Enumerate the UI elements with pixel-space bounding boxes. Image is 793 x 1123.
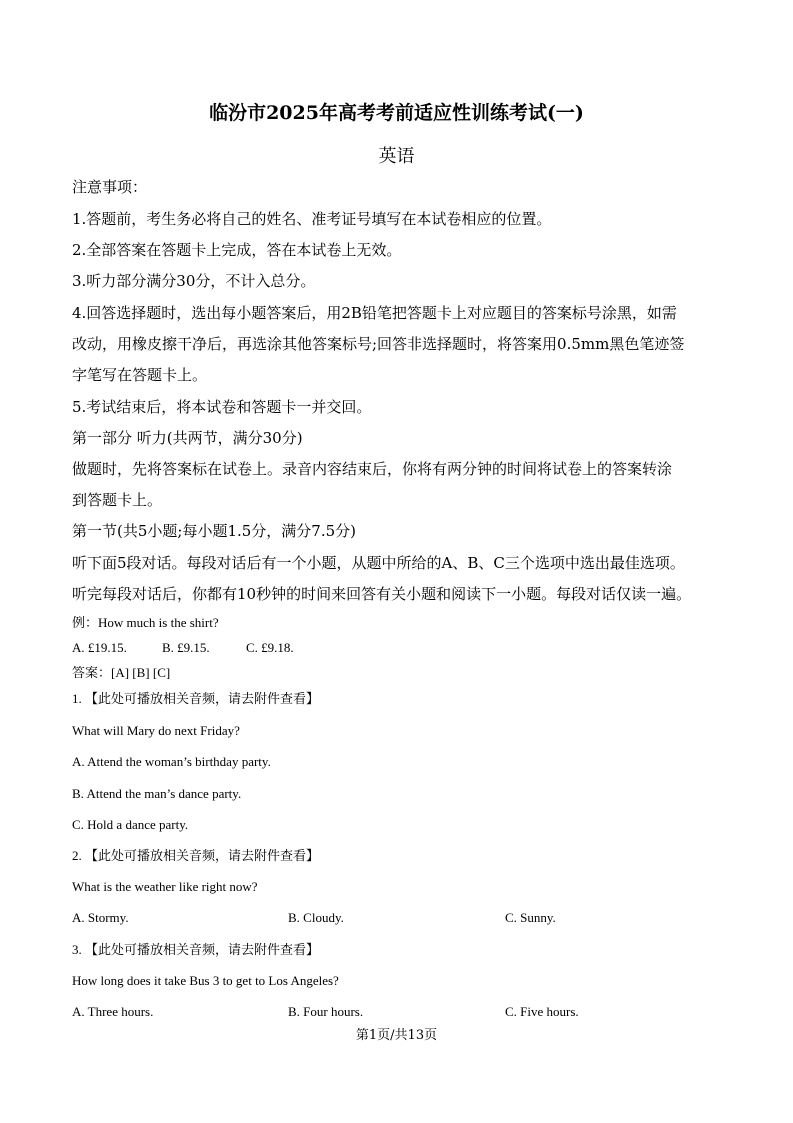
part1-instruction: 到答题卡上。 <box>72 491 163 509</box>
section1-instruction: 听下面5段对话。每段对话后有一个小题，从题中所给的A、B、C三个选项中选出最佳选项。 <box>72 554 685 572</box>
notice-line: 2.全部答案在答题卡上完成，答在本试卷上无效。 <box>72 241 402 259</box>
option-a: A. Three hours. <box>72 1004 154 1019</box>
question-text: What will Mary do next Friday? <box>72 723 240 738</box>
option-b: B. Cloudy. <box>288 910 344 925</box>
option-c: C. Hold a dance party. <box>72 817 189 832</box>
question-text: What is the weather like right now? <box>72 879 258 894</box>
question-text: How long does it take Bus 3 to get to Los Angeles? <box>72 973 339 988</box>
notice-line: 3.听力部分满分30分，不计入总分。 <box>72 272 316 290</box>
subject-title: 英语 <box>378 146 415 167</box>
option-a: A. Stormy. <box>72 910 129 925</box>
option-b: B. Attend the man’s dance party. <box>72 786 242 801</box>
audio-note[interactable]: 3. 【此处可播放相关音频，请去附件查看】 <box>72 942 320 957</box>
section1-instruction: 听完每段对话后，你都有10秒钟的时间来回答有关小题和阅读下一小题。每段对话仅读一遍。 <box>72 585 692 603</box>
notice-line: 5.考试结束后，将本试卷和答题卡一并交回。 <box>72 398 372 416</box>
notice-line: 4.回答选择题时，选出每小题答案后，用2B铅笔把答题卡上对应题目的答案标号涂黑，如需 <box>72 304 677 322</box>
option-b: B. Four hours. <box>288 1004 364 1019</box>
part1-heading: 第一部分 听力(共两节，满分30分) <box>72 429 303 447</box>
notice-line: 1.答题前，考生务必将自己的姓名、准考证号填写在本试卷相应的位置。 <box>72 210 552 228</box>
notice-line: 字笔写在答题卡上。 <box>72 366 208 384</box>
notice-header: 注意事项： <box>72 178 148 196</box>
option-c: C. Sunny. <box>505 910 556 925</box>
page-title: 临汾市2025年高考考前适应性训练考试(一) <box>209 102 584 124</box>
option-c: C. Five hours. <box>505 1004 579 1019</box>
example-question: 例：How much is the shirt? <box>72 615 219 630</box>
notice-line: 改动，用橡皮擦干净后，再选涂其他答案标号;回答非选择题时，将答案用0.5mm黑色笔迹签 <box>72 335 685 353</box>
example-option-b: B. £9.15. <box>162 640 210 655</box>
section1-heading: 第一节(共5小题;每小题1.5分，满分7.5分) <box>72 522 357 540</box>
audio-note[interactable]: 1. 【此处可播放相关音频，请去附件查看】 <box>72 691 320 706</box>
example-option-a: A. £19.15. <box>72 640 127 655</box>
audio-note[interactable]: 2. 【此处可播放相关音频，请去附件查看】 <box>72 848 320 863</box>
example-answer: 答案：[A] [B] [C] <box>72 665 171 680</box>
page-number: 第1页/共13页 <box>355 1028 438 1043</box>
option-a: A. Attend the woman’s birthday party. <box>72 754 271 769</box>
part1-instruction: 做题时，先将答案标在试卷上。录音内容结束后，你将有两分钟的时间将试卷上的答案转涂 <box>72 460 673 478</box>
example-option-c: C. £9.18. <box>246 640 294 655</box>
